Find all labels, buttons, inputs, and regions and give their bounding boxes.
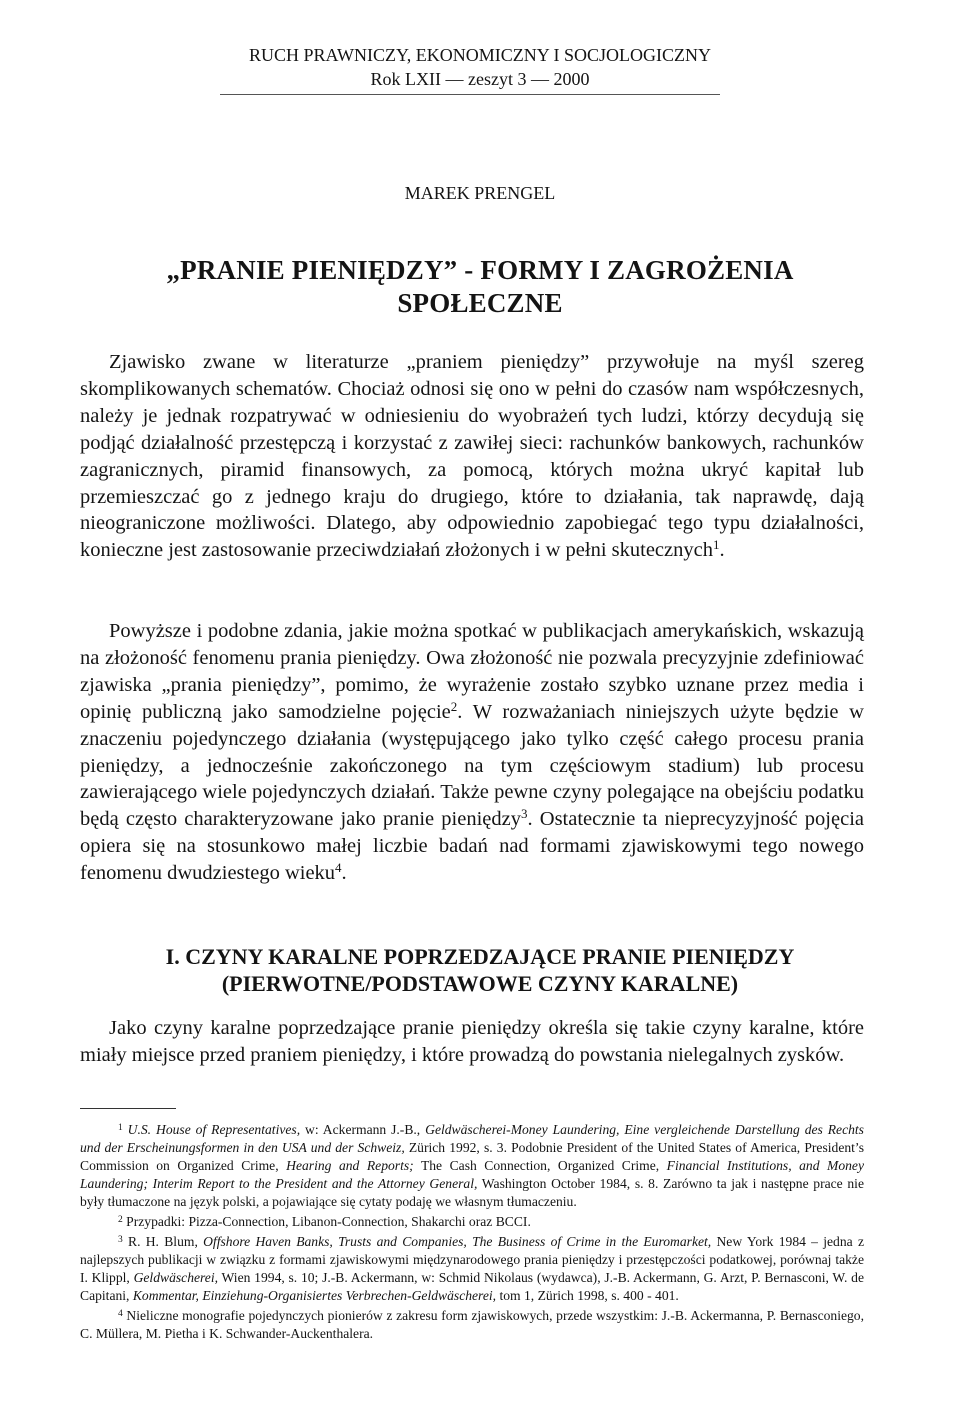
article-title bbox=[0, 254, 960, 320]
paragraph-end: . bbox=[341, 862, 347, 885]
footnote-number: 3 bbox=[118, 1235, 123, 1245]
body-paragraph-2 bbox=[80, 618, 864, 887]
journal-name: RUCH PRAWNICZY, EKONOMICZNY I SOCJOLOGICZNY bbox=[248, 45, 712, 65]
section-heading-line-2: (PIERWOTNE/PODSTAWOWE CZYNY KARALNE) bbox=[221, 971, 739, 996]
footnote-3 bbox=[80, 1233, 864, 1305]
paragraph-text-a: Powyższe i podobne zdania, jakie można spotkać w publikacjach amerykańskich, wskazują na złożoność fenomenu prania pieniędzy. Owa złożoność nie pozwala precyzyjnie zdefiniować zjawiska „prania pieniędzy”, pomimo, że wyrażenie zostało szybko uznane przez media i opinię publiczną jako samodzielne pojęcie bbox=[80, 620, 864, 723]
title-line-2: SPOŁECZNE bbox=[397, 288, 563, 318]
paragraph-text-c: . Ostatecznie ta nieprecyzyjność pojęcia opiera się na stosunkowo małej liczbie badań nad formami zjawiskowymi tego nowego fenomenu dwudziestego wieku bbox=[80, 808, 864, 885]
footnote-4 bbox=[80, 1307, 864, 1343]
footnote-text: The Cash Connection, Organized Crime, bbox=[413, 1158, 667, 1173]
paragraph-text: Jako czyny karalne poprzedzające pranie pieniędzy określa się takie czyny karalne, które miały miejsce przed praniem pieniędzy, i które prowadzą do powstania nielegalnych zysków. bbox=[80, 1017, 864, 1066]
footnote-number: 1 bbox=[118, 1123, 123, 1133]
footnote-citation: Geldwäscherei-Money Laundering, Eine vergleichende Darstellung des Rechts und der Erscheinungsformen in den USA und der Schweiz, bbox=[80, 1122, 864, 1155]
journal-issue: Rok LXII — zeszyt 3 — 2000 bbox=[370, 69, 590, 89]
footnote-text: Przypadki: Pizza-Connection, Libanon-Connection, Shakarchi oraz BCCI. bbox=[126, 1214, 531, 1229]
footnote-text: w: Ackermann J.-B., bbox=[300, 1122, 426, 1137]
section-heading-line-1: I. CZYNY KARALNE POPRZEDZAJĄCE PRANIE PIENIĘDZY bbox=[165, 944, 795, 969]
footnote-citation: Hearing and Reports; bbox=[286, 1158, 414, 1173]
footnote-text: Washington October 1984, s. 8. Zarówno ta jak i następne prace nie były tłumaczone na język polski, a pojawiające się cytaty podaję we własnym tłumaczeniu. bbox=[80, 1176, 864, 1209]
footnote-text: Zürich 1992, s. 3. Podobnie President of the United States of America, President’s Commission on Organized Crime, bbox=[80, 1140, 864, 1173]
paragraph-end: . bbox=[719, 539, 725, 562]
footnote-ref-1[interactable]: 1 bbox=[712, 537, 720, 553]
footnote-text: Nieliczne monografie pojedynczych pionierów z zakresu form zjawiskowych, przede wszystkim: J.-B. Ackermanna, P. Bernasconiego, C. Müllera, M. Pietha i K. Schwander-Auckenthalera. bbox=[80, 1308, 864, 1341]
author-name: MAREK PRENGEL bbox=[404, 183, 556, 203]
footnote-citation: Kommentar, Einziehung-Organisiertes Verbrechen-Geldwäscherei, bbox=[132, 1288, 497, 1303]
footnote-1 bbox=[80, 1121, 864, 1211]
footnote-citation: U.S. House of Representatives, bbox=[127, 1122, 301, 1137]
footnote-number: 4 bbox=[118, 1309, 123, 1319]
footnote-ref-4[interactable]: 4 bbox=[335, 860, 342, 876]
body-paragraph-1 bbox=[80, 349, 864, 564]
footnote-text: R. H. Blum, bbox=[128, 1234, 204, 1249]
footnote-text: Wien 1994, s. 10; J.-B. Ackermann, w: Schmid Nikolaus (wydawca), J.-B. Ackermann, G. Arzt, P. Bernasconi, W. de Capitani, bbox=[80, 1270, 864, 1303]
footnote-citation: Geldwäscherei, bbox=[133, 1270, 219, 1285]
section-heading bbox=[0, 943, 960, 997]
header-rule bbox=[220, 94, 720, 95]
paragraph-text: Zjawisko zwane w literaturze „praniem pieniędzy” przywołuje na myśl szereg skomplikowanych schematów. Chociaż odnosi się ono w pełni do czasów nam współczesnych, należy je jednak rozpatrywać w odniesieniu do wyobrażeń tych ludzi, którzy decydują się podjąć działalność przestępczą i korzystać z zawiłej sieci: rachunków bankowych, rachunków zagranicznych, piramid finansowych, za pomocą, których można ukryć kapitał lub przemieszczać go z jednego kraju do drugiego, które to działania, tak naprawdę, dają nieograniczone możliwości. Dlatego, aby odpowiednio zapobiegać tego typu działalności, konieczne jest zastosowanie przeciwdziałań złożonych i w pełni skutecznych bbox=[80, 351, 864, 562]
footnote-citation: Financial Institutions, and Money Laundering; Interim Report to the President and the Attorney General, bbox=[80, 1158, 865, 1191]
footnote-number: 2 bbox=[118, 1215, 123, 1225]
footnote-2 bbox=[80, 1213, 864, 1231]
footnote-ref-3[interactable]: 3 bbox=[520, 806, 528, 822]
footnote-rule bbox=[80, 1108, 176, 1109]
footnotes bbox=[80, 1121, 864, 1343]
footnote-text: tom 1, Zürich 1998, s. 400 - 401. bbox=[496, 1288, 679, 1303]
footnote-text: New York 1984 – jedna z najlepszych publikacji w związku z formami zjawiskowymi międzynarodowego prania pieniędzy i przestępczości podatkowej, porównaj także I. Klippl, bbox=[80, 1234, 864, 1285]
title-line-1: „PRANIE PIENIĘDZY” - FORMY I ZAGROŻENIA bbox=[166, 255, 794, 285]
footnote-ref-2[interactable]: 2 bbox=[450, 698, 458, 714]
paragraph-text-b: . W rozważaniach niniejszych użyte będzie w znaczeniu pojedynczego działania (występującego jako tylko część całego procesu prania pieniędzy, a jednocześnie zakończonego na tym częściowym stadium) lub procesu zawierającego wiele pojedynczych działań. Także pewne czyny polegające na obejściu podatku będą często charakteryzowane jako pranie pieniędzy bbox=[80, 700, 864, 831]
body-paragraph-3 bbox=[80, 1015, 864, 1069]
footnote-citation: Offshore Haven Banks, Trusts and Companies, The Business of Crime in the Euromarket, bbox=[203, 1234, 712, 1249]
